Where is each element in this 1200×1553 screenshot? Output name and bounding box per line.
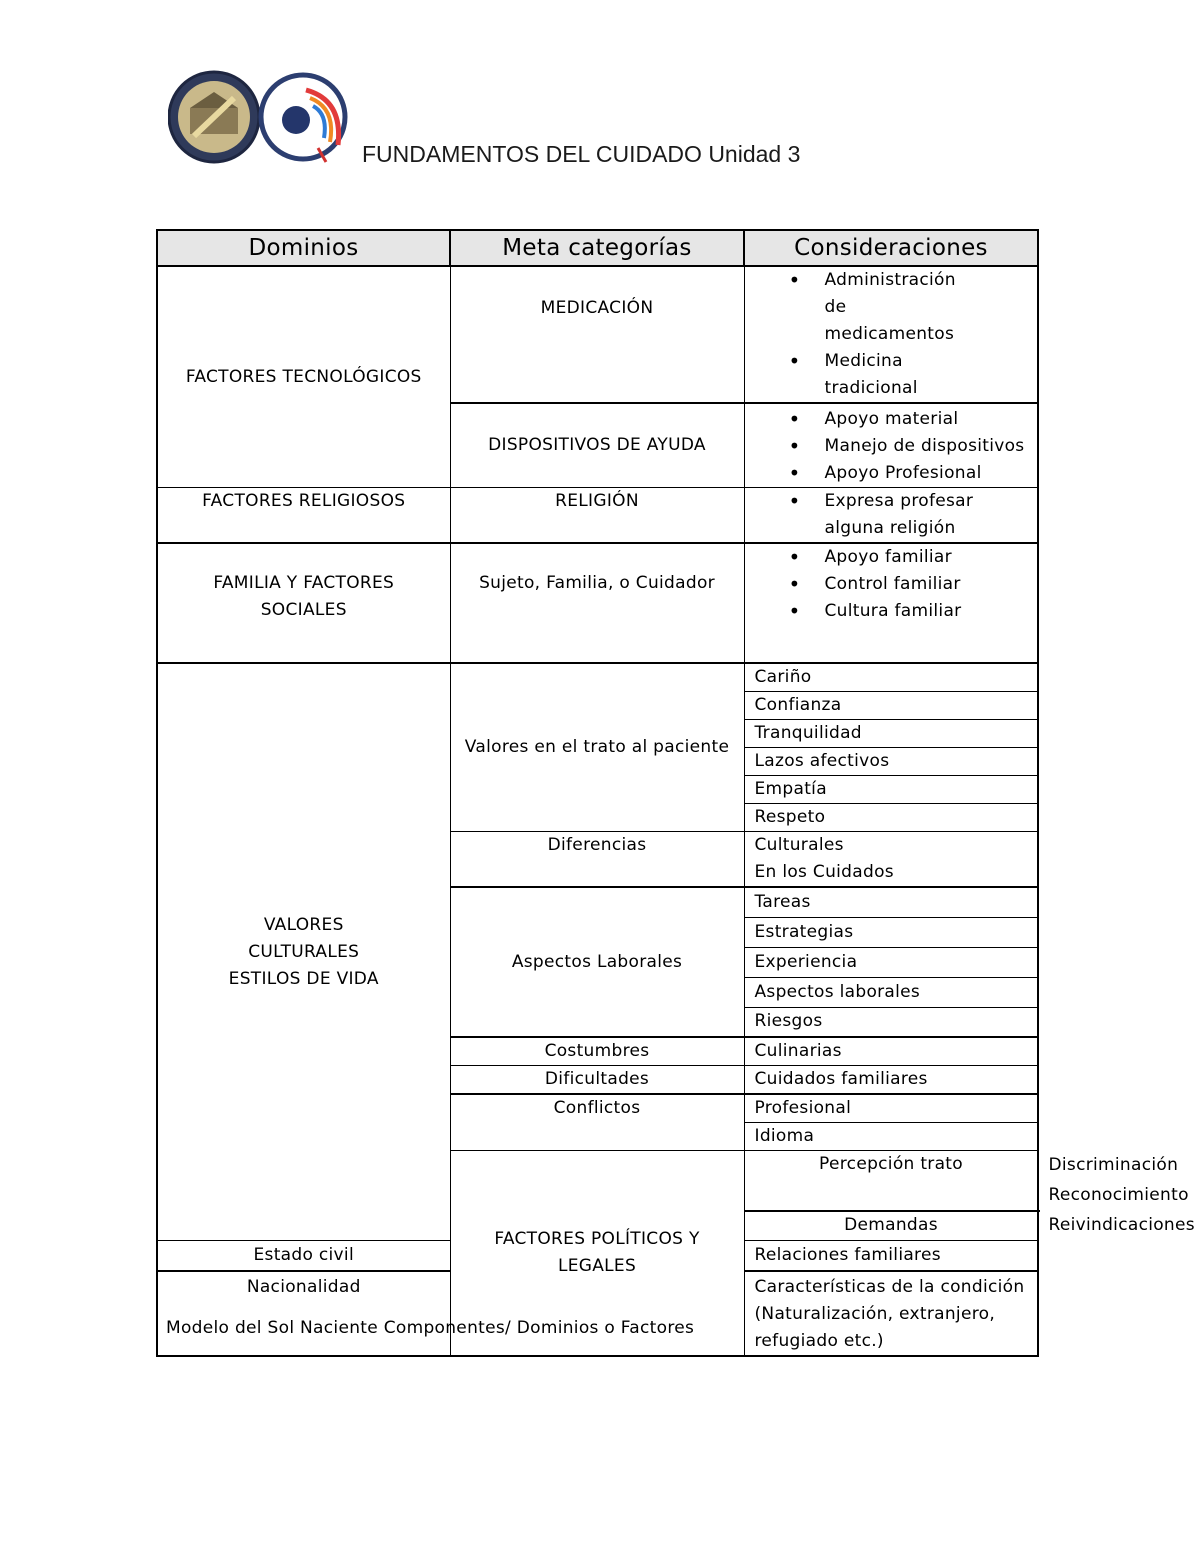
meta-cell: Conflictos (450, 1094, 744, 1151)
value-line: refugiado etc.) (754, 1330, 884, 1351)
document-title: FUNDAMENTOS DEL CUIDADO Unidad 3 (362, 141, 801, 167)
table-caption: Modelo del Sol Naciente Componentes/ Dominios o Factores (166, 1318, 695, 1338)
value-cell: Profesional (744, 1094, 1038, 1123)
value-cell: Tranquilidad (744, 720, 1038, 748)
list-item: • Administración de medicamentos (825, 267, 968, 348)
meta-cell: Demandas (744, 1211, 1038, 1241)
list-item: • Apoyo Profesional (825, 460, 1028, 487)
faculty-logo (261, 75, 345, 162)
table-row: Demandas Reivindicaciones (157, 1211, 1038, 1241)
meta-cell: Nacionalidad (157, 1271, 450, 1356)
meta-cell: Aspectos Laborales (450, 887, 744, 1037)
value-line: (Naturalización, extranjero, (754, 1303, 996, 1324)
meta-cell: Percepción trato (744, 1151, 1038, 1211)
domain-line: FACTORES POLÍTICOS Y (494, 1228, 700, 1249)
value-cell: Cuidados familiares (744, 1066, 1038, 1095)
considerations-cell (744, 266, 1038, 403)
value-cell: Tareas (744, 887, 1038, 917)
table-row: Reconocimiento (1048, 1184, 1189, 1205)
value-cell: Relaciones familiares (744, 1241, 1038, 1271)
list-item: • Apoyo material (825, 406, 1028, 433)
list-item: • Expresa profesar alguna religión (825, 488, 978, 542)
meta-cell: Costumbres (450, 1037, 744, 1066)
table-header-row (157, 230, 1038, 266)
domain-cell: FACTORES RELIGIOSOS (157, 488, 450, 544)
table-row: FACTORES POLÍTICOS Y LEGALES Percepción trato Discriminación (157, 1151, 1038, 1181)
header-consideraciones: Consideraciones (744, 230, 1038, 266)
domain-cell (157, 663, 450, 1241)
value-cell: Idioma (744, 1123, 1038, 1151)
value-cell: Riesgos (744, 1007, 1038, 1037)
table-row (157, 488, 1038, 544)
domain-line: SOCIALES (260, 600, 347, 620)
list-item: • Control familiar (825, 571, 1028, 598)
list-item: • Cultura familiar (825, 598, 1028, 625)
considerations-cell (744, 403, 1038, 488)
value-cell: Experiencia (744, 947, 1038, 977)
value-cell: Respeto (744, 804, 1038, 832)
table-row (157, 663, 1038, 692)
value-cell: Culinarias (744, 1037, 1038, 1066)
meta-cell: Dificultades (450, 1066, 744, 1095)
header-dominios: Dominios (157, 230, 450, 266)
table-row (157, 543, 1038, 663)
meta-cell: Diferencias (450, 832, 744, 888)
meta-cell: RELIGIÓN (450, 488, 744, 544)
meta-cell: Estado civil (157, 1241, 450, 1271)
list-item: • Medicina tradicional (825, 348, 968, 402)
domain-line: VALORES (263, 914, 344, 935)
domain-cell (157, 543, 450, 663)
considerations-cell (744, 488, 1038, 544)
header-meta-categorias: Meta categorías (450, 230, 744, 266)
meta-cell: Sujeto, Familia, o Cuidador (450, 543, 744, 663)
domain-cell: FACTORES TECNOLÓGICOS (157, 266, 450, 488)
sun-rise-model-table (156, 229, 1195, 1357)
value-cell (744, 1271, 1038, 1356)
value-line: Características de la condición (754, 1276, 1025, 1297)
value-line: En los Cuidados (754, 862, 894, 882)
university-logos (168, 70, 348, 165)
value-cell: Lazos afectivos (744, 748, 1038, 776)
domain-line: CULTURALES (248, 941, 360, 962)
domain-line: LEGALES (557, 1255, 637, 1276)
university-seal-logo (169, 72, 259, 162)
table-row (157, 266, 1038, 403)
meta-cell: Valores en el trato al paciente (450, 663, 744, 832)
meta-cell: MEDICACIÓN (450, 266, 744, 403)
value-cell: Empatía (744, 776, 1038, 804)
value-cell: Cariño (744, 663, 1038, 692)
value-line: Culturales (754, 835, 844, 855)
list-item: • Manejo de dispositivos (825, 433, 1028, 460)
domain-line: FAMILIA Y FACTORES (213, 573, 395, 593)
domain-line: ESTILOS DE VIDA (228, 968, 379, 989)
value-cell: Confianza (744, 692, 1038, 720)
value-cell (744, 832, 1038, 888)
meta-cell: DISPOSITIVOS DE AYUDA (450, 403, 744, 488)
considerations-cell (744, 543, 1038, 663)
value-cell: Estrategias (744, 917, 1038, 947)
value-cell: Aspectos laborales (744, 977, 1038, 1007)
list-item: • Apoyo familiar (825, 544, 1028, 571)
